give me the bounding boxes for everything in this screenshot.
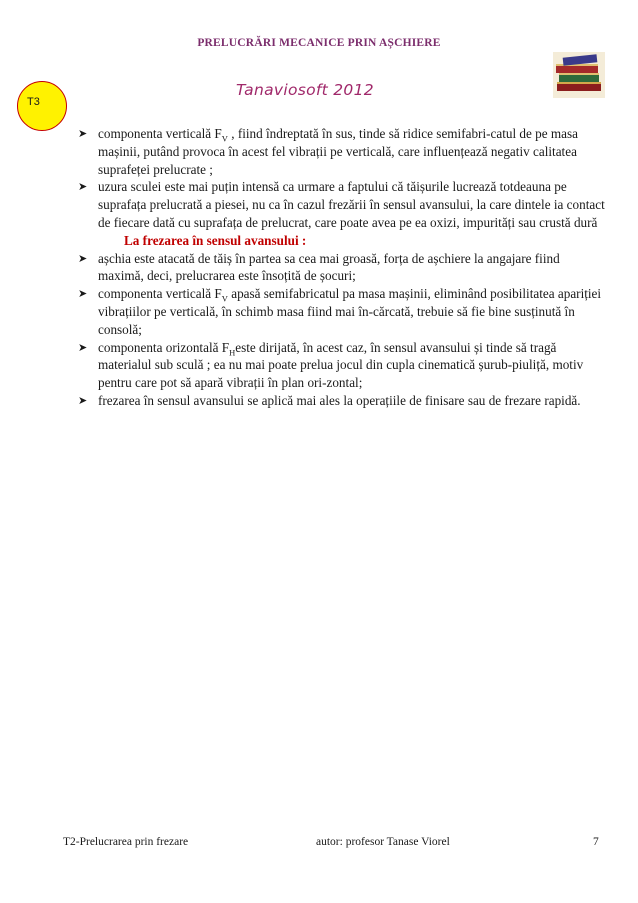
list-item-text: , fiind îndreptată în sus, tinde să ridice semifabri-catul de pe masa mașinii, putând provoca în acest fel vibrații pe verticală, care influențează negativ calitatea suprafeței prelucrate ;: [98, 126, 579, 177]
list-item-text: este dirijată, în acest caz, în sensul avansului și tinde să tragă materialul sub sculă ; ea nu mai poate prelua jocul din cupla cinematică șurub-piuliță, motiv pentru care pot să apară vibrații în plan ori-zontal;: [98, 339, 584, 391]
list-item: [76, 250, 606, 286]
list-item: [76, 125, 606, 178]
list-item-text: componenta orizontală F: [98, 339, 230, 355]
books-stack-icon: [551, 48, 607, 100]
footer-course-title: T2-Prelucrarea prin frezare: [63, 836, 189, 848]
list-item: [76, 392, 606, 410]
list-item: [76, 178, 606, 231]
list-item: [76, 339, 606, 392]
list-item-text: componenta verticală F: [98, 126, 222, 141]
page-number: 7: [593, 836, 599, 848]
subscript: V: [221, 293, 228, 304]
section-subheading: La frezarea în sensul avansului :: [124, 232, 307, 248]
list-item-text: așchia este atacată de tăiș în partea sa cea mai groasă, forța de așchiere la angajare fiind maximă, deci, prelucrarea este însoțită de șocuri;: [98, 250, 560, 284]
arrow-bullet-icon: ➤: [78, 127, 88, 140]
arrow-bullet-icon: ➤: [78, 340, 88, 354]
list-item-text: frezarea în sensul avansului se aplică mai ales la operațiile de finisare sau de frezare rapidă.: [98, 392, 581, 408]
arrow-bullet-icon: ➤: [78, 251, 88, 265]
list-item-text: apasă semifabricatul pa masa mașinii, eliminând posibilitatea apariției vibrațiilor pe verticală, în schimb masa fiind mai în-cărcată, trebuie să fie bine susținută în consolă;: [98, 286, 602, 337]
arrow-bullet-icon: ➤: [78, 393, 88, 407]
list-item-text: componenta verticală F: [98, 286, 222, 302]
list-item: [76, 285, 606, 338]
document-header-title: PRELUCRĂRI MECANICE PRIN AȘCHIERE: [197, 37, 441, 49]
arrow-bullet-icon: ➤: [78, 287, 88, 301]
list-item-text: uzura sculei este mai puțin intensă ca urmare a faptului că tăișurile lucrează totdeauna pe suprafața prelucrată a piesei, nu ca în cazul frezării în sensul avansului, la care dintele ia contact de fiecare dată cu suprafața de prelucrat, care poate avea pe ea oxizi, impurități sau crustă dură: [98, 179, 605, 230]
main-content: [76, 125, 606, 410]
chapter-badge: [17, 81, 67, 131]
brand-title: Tanaviosoft 2012: [236, 81, 374, 99]
chapter-badge-label: T3: [27, 96, 40, 108]
footer-author: autor: profesor Tanase Viorel: [316, 836, 450, 848]
subscript: H: [229, 347, 236, 358]
subscript: V: [221, 133, 228, 144]
arrow-bullet-icon: ➤: [78, 180, 88, 194]
